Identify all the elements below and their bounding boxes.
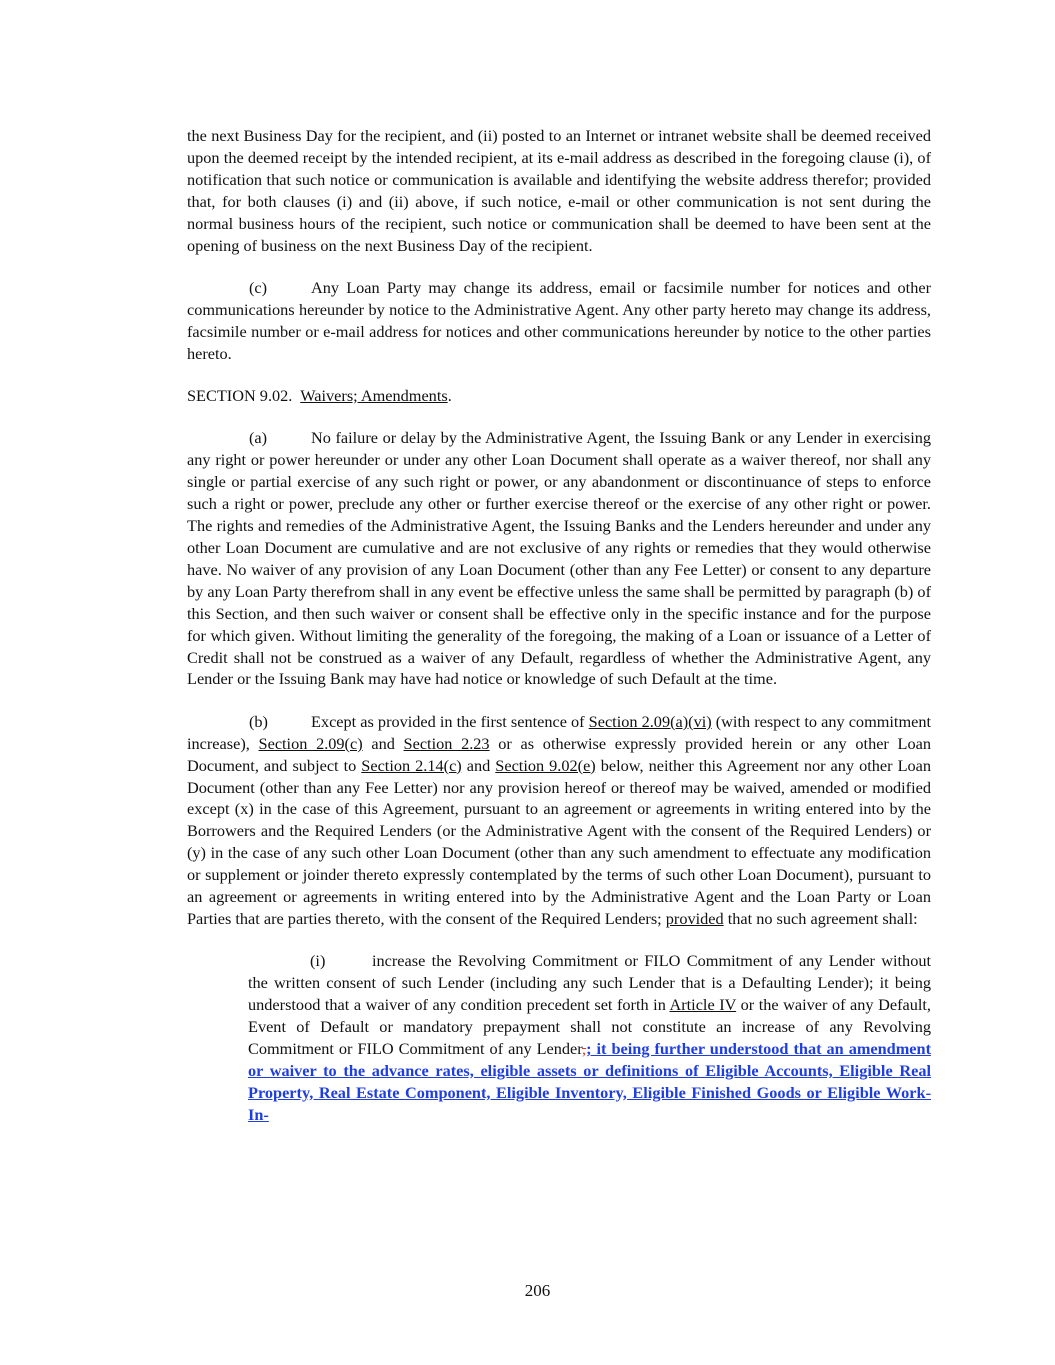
clause-text: No failure or delay by the Administrative Agent, the Issuing Bank or any Lender in exercising any right or power hereunder or under any other Loan Document shall operate as a waiver thereof, nor shall any single or partial exercise of any such right or power, or any abandonment or discontinuance of steps to enforce such a right or power, preclude any other or further exercise thereof or the exercise of any other right or power. The rights and remedies of the Administrative Agent, the Issuing Banks and the Lenders hereunder and under any other Loan Document are cumulative and are not exclusive of any rights or remedies that they would otherwise have. No waiver of any provision of any Loan Document (other than any Fee Letter) or consent to any departure by any Loan Party therefrom shall in any event be effective unless the same shall be permitted by paragraph (b) of this Section, and then such waiver or consent shall be effective only in the specific instance and for the purpose for which given. Without limiting the generality of the foregoing, the making of a Loan or issuance of a Letter of Credit shall not be construed as a waiver of any Default, regardless of whether the Administrative Agent, any Lender or the Issuing Bank may have had notice or knowledge of such Default at the time. <box>187 428 931 689</box>
cross-reference: Section 9.02(e) <box>495 755 596 775</box>
page-number: 206 <box>524 1281 551 1300</box>
section-number: SECTION 9.02. <box>187 386 293 406</box>
clause-b-paragraph: (b) Except as provided in the first sentence of Section 2.09(a)(vi) (with respect to any commitment increase), Section 2.09(c) and Section 2.23 or as otherwise expressly provided herein or any other Loan Document, and subject to Section 2.14(c) and Section 9.02(e) below, neither this Agreement nor any other Loan Document (other than any Fee Letter) nor any provision hereof or thereof may be waived, amended or modified except (x) in the case of this Agreement, pursuant to an agreement or agreements in writing entered into by the Borrowers and the Required Lenders (or the Administrative Agent with the consent of the Required Lenders) or (y) in the case of any such other Loan Document (other than any such amendment to effectuate any modification or supplement or joinder thereto expressly contemplated by the terms of such other Loan Document), pursuant to an agreement or agreements in writing entered into by the Administrative Agent and the Loan Party or Loan Parties that are parties thereto, with the consent of the Required Lenders; provided that no such agreement shall: <box>187 711 932 928</box>
cross-reference: Article IV <box>669 995 737 1015</box>
clause-label: (a) <box>249 428 268 448</box>
paragraph-continuation: the next Business Day for the recipient, and (ii) posted to an Internet or intranet website shall be deemed received upon the deemed receipt by the intended recipient, at its e-mail address as described in the foregoing clause (i), of notification that such notice or communication is available and identifying the website address therefor; provided that, for both clauses (i) and (ii) above, if such notice, e-mail or other communication is not sent during the normal business hours of the recipient, such notice or communication shall be deemed to have been sent at the opening of business on the next Business Day of the recipient. <box>187 126 931 255</box>
section-title: Waivers; Amendments <box>300 386 448 406</box>
cross-reference: Section 2.09(c) <box>258 733 363 753</box>
clause-b-i-paragraph: (i) increase the Revolving Commitment or FILO Commitment of any Lender without the written consent of such Lender (including any such Lender that is a Defaulting Lender); it being understood that a waiver of any condition precedent set forth in Article IV or the waiver of any Default, Event of Default or mandatory prepayment shall not constitute an increase of any Revolving Commitment or FILO Commitment of any Lender,; it being further understood that an amendment or waiver to the advance rates, eligible assets or definitions of Eligible Accounts, Eligible Real Property, Real Estate Component, Eligible Inventory, Eligible Finished Goods or Eligible Work-In- <box>248 951 931 1124</box>
defined-term: provided <box>665 909 724 928</box>
cross-reference: Section 2.23 <box>403 733 490 753</box>
clause-text: Any Loan Party may change its address, email or facsimile number for notices and other communications hereunder by notice to the Administrative Agent. Any other party hereto may change its address, facsimile number or e-mail address for notices and other communications hereunder by notice to the other parties hereto. <box>187 277 931 363</box>
clause-c-paragraph <box>187 277 931 365</box>
clause-label: (b) <box>249 711 268 731</box>
cross-reference: Section 2.14(c) <box>361 755 462 775</box>
inserted-text: ; it being further understood that an amendment or waiver to the advance rates, eligible assets or definitions of Eligible Accounts, Eligible Real Property, Real Estate Component, Eligible Inventory, Eligible Finished Goods or Eligible Work-In- <box>248 1039 931 1124</box>
document-body <box>187 125 931 1126</box>
clause-a-paragraph <box>187 427 931 690</box>
deleted-text: , <box>582 1039 587 1059</box>
cross-reference: Section 2.09(a)(vi) <box>588 711 712 731</box>
clause-label: (c) <box>249 277 268 297</box>
section-heading: SECTION 9.02. Waivers; Amendments. <box>187 386 452 406</box>
clause-label: (i) <box>310 951 326 971</box>
